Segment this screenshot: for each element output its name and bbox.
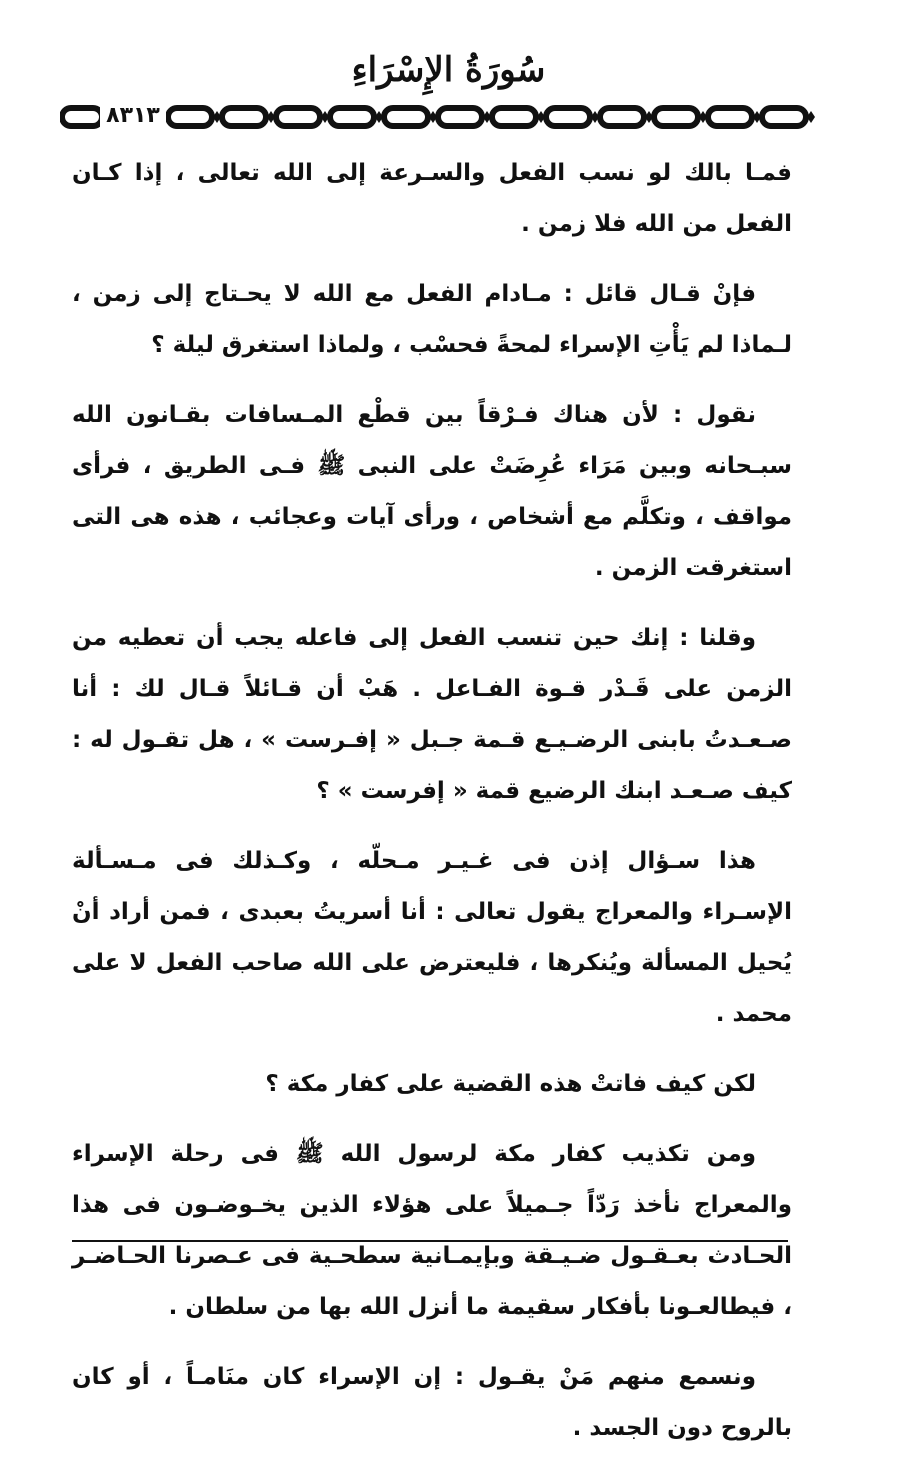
paragraph: وقلنا : إنك حين تنسب الفعل إلى فاعله يجب أن تعطيه من الزمن على قَـدْر قـوة الفـاعل . هَبْ أن قـائلاً قـال لك : أنا صـعـدتُ بابنى الرضـيـع قـمة جـبل « إفـرست » ، هل تقـول له : كيف صـعـد ابنك الرضيع قمة « إفرست » ؟ [72,625,792,804]
page-body [72,148,792,1473]
footnote-divider [72,1240,788,1242]
surah-title: سُورَةُ الإِسْرَاءِ [351,50,546,90]
paragraph: ومن تكذيب كفار مكة لرسول الله ﷺ فى رحلة الإسراء والمعراج نأخذ رَدّاً جـميلاً على هؤلاء الذين يخـوضـون فى هذا الحـادث بعـقـول ضـيـقة وبإيمـانية سطحـية فى عـصرنا الحـاضـر ، فيطالعـونا بأفكار سقيمة ما أنزل الله بها من سلطان . [72,1141,792,1320]
paragraph: نقول : لأن هناك فـرْقاً بين قطْع المـسافات بقـانون الله سبـحانه وبين مَرَاء عُرِضَتْ على النبى ﷺ فـى الطريق ، فرأى مواقف ، وتكلَّم مع أشخاص ، ورأى آيات وعجائب ، هذه هى التى استغرقت الزمن . [72,402,792,581]
page-number: ٨٣١٣ [100,98,166,134]
paragraph: فمـا بالك لو نسب الفعل والسـرعة إلى الله تعالى ، إذا كـان الفعل من الله فلا زمن . [72,160,792,237]
chain-ornament [60,97,820,137]
paragraph: هذا سـؤال إذن فى غـيـر مـحلّه ، وكـذلك فى مـسـألة الإسـراء والمعراج يقول تعالى : أنا أسريتُ بعبدى ، فمن أراد أنْ يُحيل المسألة ويُنكرها ، فليعترض على الله صاحب الفعل لا على محمد . [72,848,792,1027]
paragraph: ونسمع منهم مَنْ يقـول : إن الإسراء كان منَامـاً ، أو كان بالروح دون الجسد . [72,1364,792,1441]
paragraph: فإنْ قـال قائل : مـادام الفعل مع الله لا يحـتاج إلى زمن ، لـماذا لم يَأْتِ الإسراء لمحةً فحسْب ، ولماذا استغرق ليلة ؟ [72,281,792,358]
paragraph: لكن كيف فاتتْ هذه القضية على كفار مكة ؟ [265,1071,756,1097]
